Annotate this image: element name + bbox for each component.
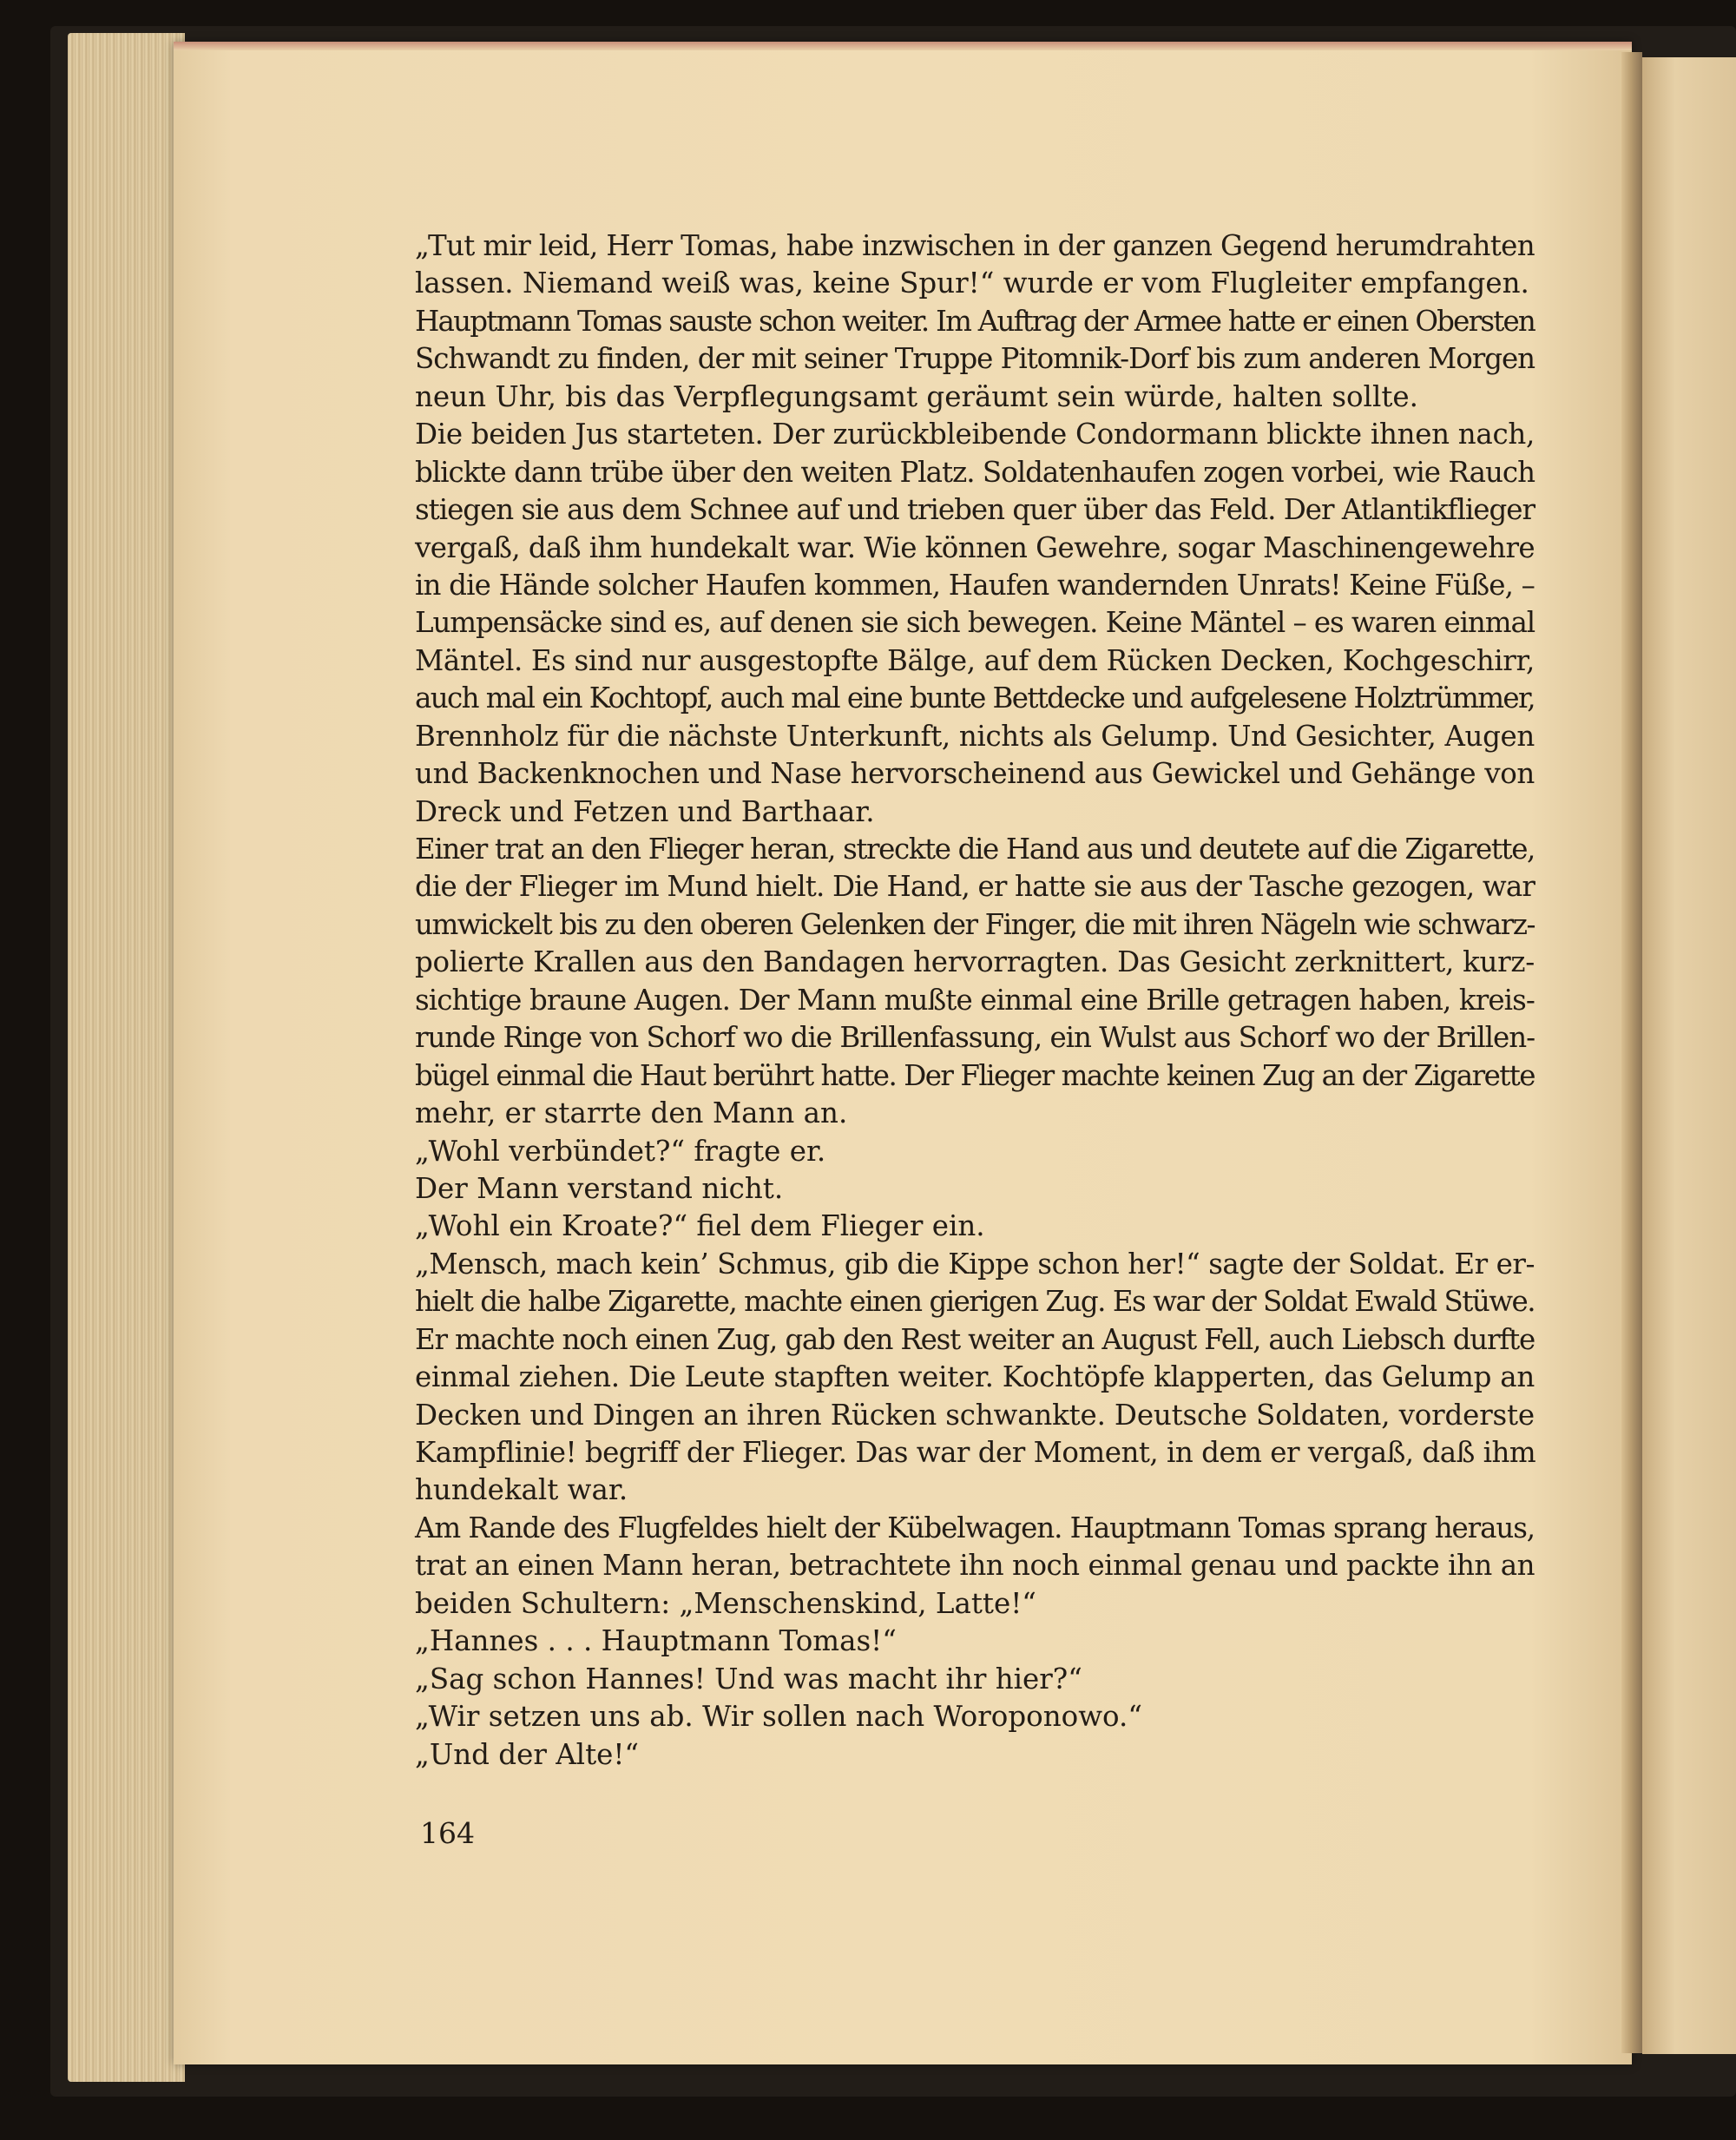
text-line: vergaß, daß ihm hundekalt war. Wie können Gewehre, sogar Maschinengewehre [415, 530, 1535, 564]
text-line: mehr, er starrte den Mann an. [415, 1096, 848, 1130]
text-line: die der Flieger im Mund hielt. Die Hand, er hatte sie aus der Tasche gezogen, war [415, 870, 1535, 904]
text-line: sichtige braune Augen. Der Mann mußte einmal eine Brille getragen haben, kreis- [415, 983, 1535, 1017]
text-line: in die Hände solcher Haufen kommen, Haufen wandernden Unrats! Keine Füße, – [415, 568, 1535, 602]
text-line: Brennholz für die nächste Unterkunft, nichts als Gelump. Und Gesichter, Augen [415, 719, 1535, 753]
text-line: Schwandt zu finden, der mit seiner Truppe Pitomnik-Dorf bis zum anderen Morgen [415, 342, 1535, 376]
text-line: Kampflinie! begriff der Flieger. Das war der Moment, in dem er vergaß, daß ihm [415, 1436, 1536, 1469]
text-line: Einer trat an den Flieger heran, streckte die Hand aus und deutete auf die Zigarette, [415, 833, 1535, 866]
book-gutter [1621, 52, 1642, 2053]
text-line: „Wohl verbündet?“ fragte er. [415, 1134, 826, 1168]
text-line: „Wohl ein Kroate?“ fiel dem Flieger ein. [415, 1209, 985, 1243]
text-line: neun Uhr, bis das Verpflegungsamt geräumt sein würde, halten sollte. [415, 379, 1418, 413]
page-number: 164 [420, 1816, 475, 1850]
text-line: lassen. Niemand weiß was, keine Spur!“ wurde er vom Flugleiter empfangen. [415, 267, 1529, 300]
page-top-edge [174, 42, 1632, 50]
text-line: „Wir setzen uns ab. Wir sollen nach Woroponowo.“ [415, 1700, 1142, 1734]
text-line: Mäntel. Es sind nur ausgestopfte Bälge, auf dem Rücken Decken, Kochgeschirr, [415, 643, 1535, 677]
text-line: „Hannes . . . Hauptmann Tomas!“ [415, 1624, 897, 1658]
text-line: auch mal ein Kochtopf, auch mal eine bunte Bettdecke und aufgelesene Holztrümmer, [415, 682, 1535, 715]
text-line: Der Mann verstand nicht. [415, 1171, 784, 1205]
text-line: Am Rande des Flugfeldes hielt der Kübelwagen. Hauptmann Tomas sprang heraus, [415, 1511, 1535, 1544]
text-line: polierte Krallen aus den Bandagen hervorragten. Das Gesicht zerknittert, kurz- [415, 945, 1535, 979]
text-line: einmal ziehen. Die Leute stapften weiter. Kochtöpfe klapperten, das Gelump an [415, 1360, 1535, 1394]
text-line: runde Ringe von Schorf wo die Brillenfassung, ein Wulst aus Schorf wo der Brillen- [415, 1021, 1535, 1055]
text-line: blickte dann trübe über den weiten Platz. Soldatenhaufen zogen vorbei, wie Rauch [415, 455, 1535, 489]
next-page-edge [1642, 57, 1736, 2054]
text-line: und Backenknochen und Nase hervorscheinend aus Gewickel und Gehänge von [415, 757, 1535, 791]
text-line: „Sag schon Hannes! Und was macht ihr hier?“ [415, 1662, 1082, 1696]
text-line: Er machte noch einen Zug, gab den Rest weiter an August Fell, auch Liebsch durfte [415, 1322, 1535, 1356]
text-line: Hauptmann Tomas sauste schon weiter. Im Auftrag der Armee hatte er einen Obersten [415, 304, 1535, 338]
text-line: „Und der Alte!“ [415, 1737, 640, 1771]
text-line: stiegen sie aus dem Schnee auf und trieben quer über das Feld. Der Atlantikflieger [415, 493, 1535, 527]
page-edges [68, 33, 185, 2082]
text-line: Die beiden Jus starteten. Der zurückbleibende Condormann blickte ihnen nach, [415, 418, 1535, 451]
text-line: Lumpensäcke sind es, auf denen sie sich bewegen. Keine Mäntel – es waren einmal [415, 606, 1535, 640]
text-line: umwickelt bis zu den oberen Gelenken der Finger, die mit ihren Nägeln wie schwarz- [415, 907, 1535, 941]
text-line: Dreck und Fetzen und Barthaar. [415, 794, 875, 828]
text-line: Decken und Dingen an ihren Rücken schwankte. Deutsche Soldaten, vorderste [415, 1398, 1535, 1432]
body-text [415, 227, 1535, 1774]
text-line: hielt die halbe Zigarette, machte einen gierigen Zug. Es war der Soldat Ewald Stüwe. [415, 1285, 1535, 1319]
text-line: beiden Schultern: „Menschenskind, Latte!“ [415, 1586, 1036, 1620]
text-line: „Mensch, mach kein’ Schmus, gib die Kippe schon her!“ sagte der Soldat. Er er- [415, 1247, 1535, 1281]
text-line: „Tut mir leid, Herr Tomas, habe inzwischen in der ganzen Gegend herumdrahten [415, 229, 1535, 262]
text-line: trat an einen Mann heran, betrachtete ihn noch einmal genau und packte ihn an [415, 1549, 1535, 1583]
text-line: bügel einmal die Haut berührt hatte. Der Flieger machte keinen Zug an der Zigarette [415, 1058, 1535, 1092]
text-line: hundekalt war. [415, 1473, 628, 1507]
